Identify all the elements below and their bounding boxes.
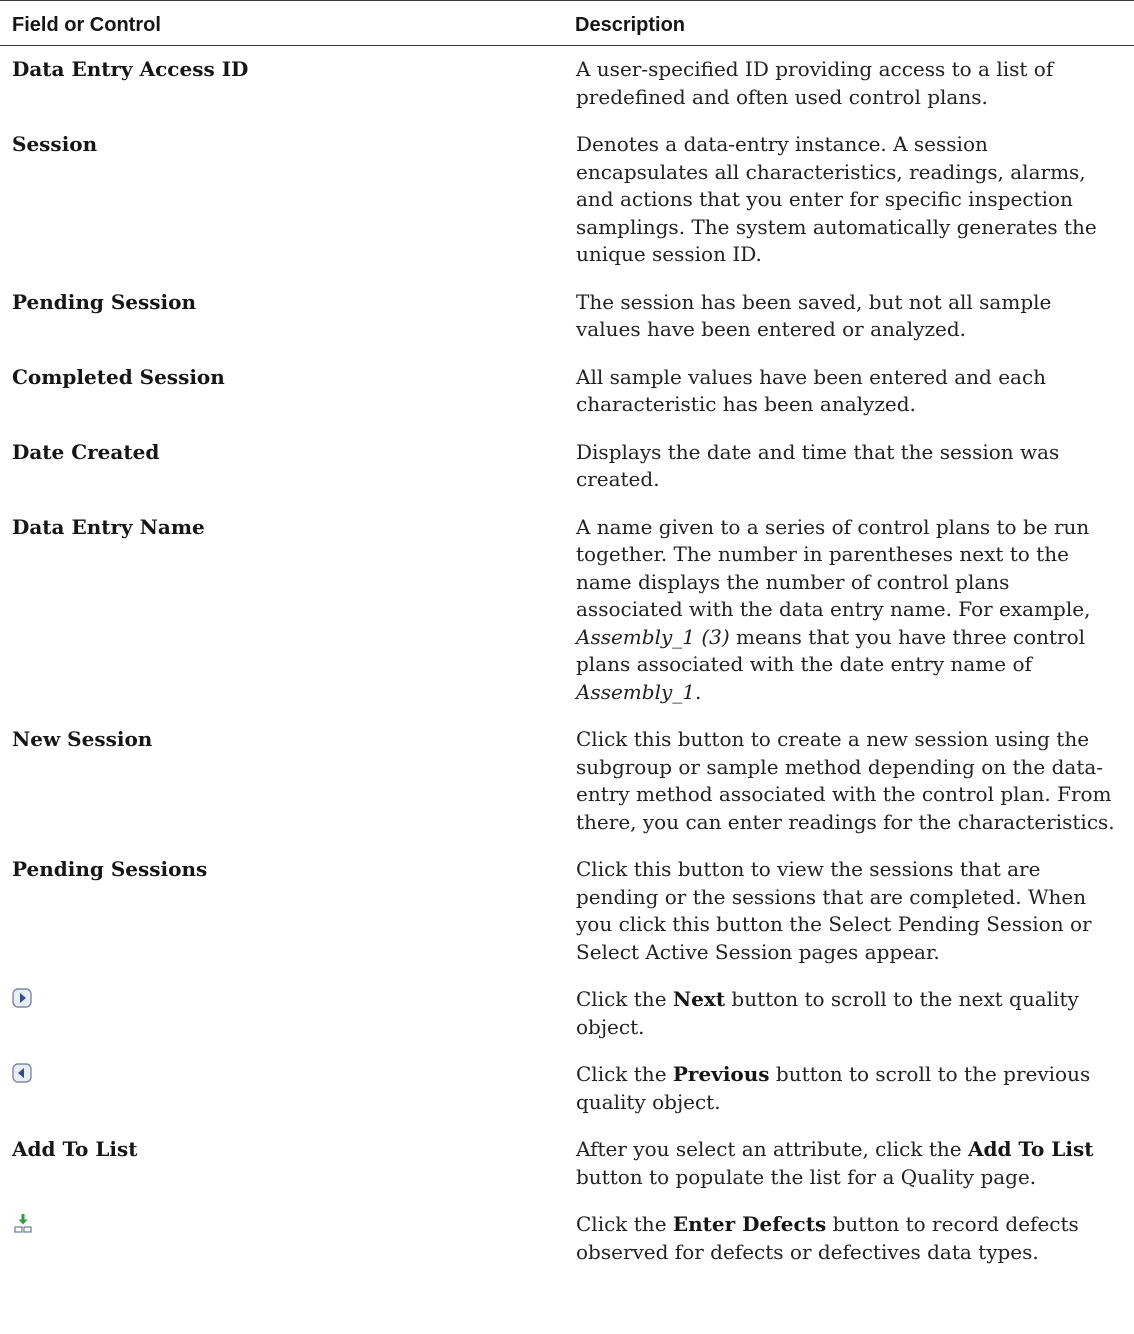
table-row (0, 349, 1134, 424)
button-name-emphasis: Previous (672, 1062, 770, 1086)
description-text: means that you have three control plans associated with the date entry name of (576, 624, 1086, 676)
field-description (575, 1121, 1134, 1196)
enter-defects-icon (12, 1213, 34, 1243)
description-text: Click the (576, 1212, 673, 1236)
header-description: Description (575, 13, 686, 36)
description-text: Click the (576, 987, 673, 1011)
field-description: Click this button to create a new session using the subgroup or sample method depending on the data-entry method associated with the control plan. From there, you can enter readings for the characteristics. (576, 727, 1115, 834)
description-text: button to populate the list for a Quality page. (576, 1164, 1037, 1189)
description-text: button to scroll to the previous quality object. (576, 1062, 1091, 1114)
previous-arrow-icon (12, 1063, 32, 1091)
field-name: Add To List (12, 1137, 138, 1161)
description-text: button to scroll to the next quality object. (576, 987, 1079, 1039)
field-description (575, 971, 1134, 1046)
field-description: A user-specified ID providing access to a list of predefined and often used control plans. (576, 57, 1054, 109)
button-name-emphasis: Enter Defects (672, 1212, 827, 1236)
field-description: Displays the date and time that the session was created. (576, 439, 1060, 491)
description-text: Click the (576, 1062, 673, 1086)
field-name: Pending Sessions (12, 857, 208, 881)
field-description (575, 499, 1134, 712)
header-field-or-control: Field or Control (12, 13, 161, 36)
table-row (0, 711, 1134, 841)
button-name-emphasis: Next (672, 987, 726, 1011)
table-row (0, 274, 1134, 349)
field-description: Denotes a data-entry instance. A session encapsulates all characteristics, readings, alarms, and actions that you enter for specific inspection samplings. The system automatically generates the unique session ID. (576, 132, 1097, 266)
description-text: button to record defects observed for defects or defectives data types. (576, 1212, 1079, 1264)
description-text: A name given to a series of control plans to be run together. The number in parentheses next to the name displays the number of control plans associated with the data entry name. For example, (576, 514, 1091, 621)
field-name: Session (12, 132, 98, 156)
field-icon-cell (0, 971, 575, 1046)
table-row (0, 841, 1134, 971)
table-row (0, 971, 1134, 1046)
next-arrow-icon (12, 988, 32, 1016)
table-header-row (0, 1, 1134, 46)
table-row (0, 499, 1134, 712)
field-name: Pending Session (12, 289, 197, 314)
table-row (0, 1196, 1134, 1271)
table-row (0, 424, 1134, 499)
field-name: Data Entry Name (12, 514, 205, 539)
field-name: New Session (12, 727, 153, 751)
field-icon-cell (0, 1196, 575, 1271)
field-name: Date Created (12, 439, 160, 464)
button-name-emphasis: Add To List (967, 1137, 1094, 1161)
table-row (0, 46, 1134, 117)
field-icon-cell (0, 1046, 575, 1121)
description-text: After you select an attribute, click the (576, 1137, 968, 1161)
example-name-emphasis: Assembly_1 (576, 679, 695, 704)
field-description: All sample values have been entered and each characteristic has been analyzed. (576, 364, 1047, 416)
description-text: . (695, 679, 702, 704)
field-description (575, 1046, 1134, 1121)
table-row (0, 1121, 1134, 1196)
field-name: Completed Session (12, 364, 225, 389)
field-description (575, 1196, 1134, 1271)
table-row (0, 116, 1134, 274)
field-description: The session has been saved, but not all sample values have been entered or analyzed. (576, 289, 1052, 341)
field-name: Data Entry Access ID (12, 57, 249, 81)
example-name-emphasis: Assembly_1 (3) (576, 624, 730, 649)
field-description: Click this button to view the sessions that are pending or the sessions that are completed. When you click this button the Select Pending Session or Select Active Session pages appear. (576, 857, 1092, 964)
table-row (0, 1046, 1134, 1121)
